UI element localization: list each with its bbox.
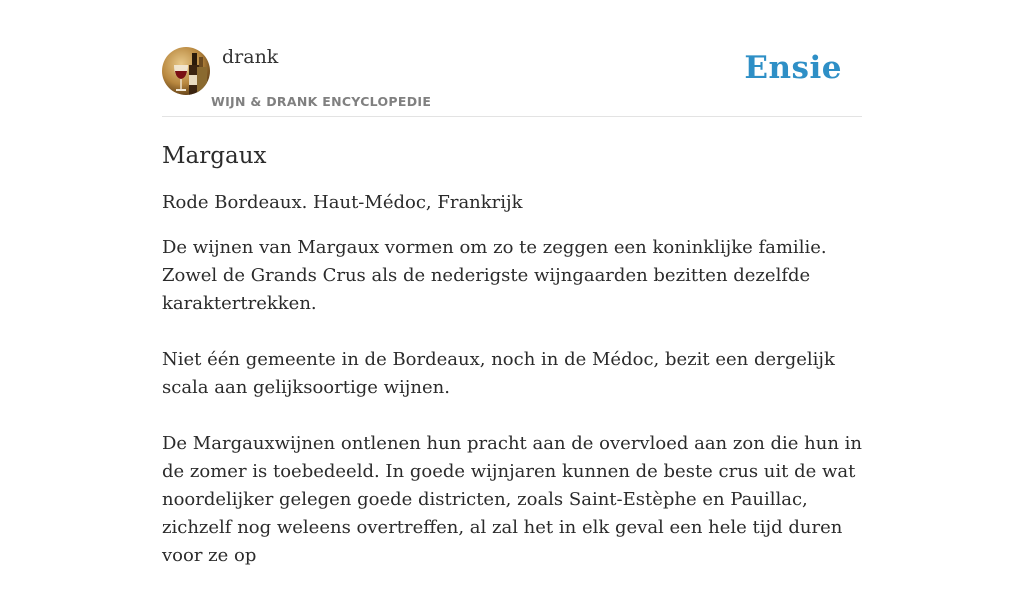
wine-bottles-icon[interactable]	[162, 47, 210, 95]
paragraph: De Margauxwijnen ontlenen hun pracht aan de overvloed aan zon die hun in de zomer is toebedeeld. In goede wijnjaren kunnen de beste crus uit de wat noordelijker gelegen goede districten, zoals Saint-Estèphe en Pauillac, zichzelf nog weleens overtreffen, al zal het in elk geval een hele tijd duren voor ze op	[162, 433, 863, 566]
ensie-logo[interactable]: Ensie	[744, 50, 842, 86]
article-subtitle: Rode Bordeaux. Haut-Médoc, Frankrijk	[162, 192, 523, 213]
site-tagline: WIJN & DRANK ENCYCLOPEDIE	[211, 94, 432, 109]
site-name[interactable]: drank	[222, 46, 279, 68]
paragraph: De wijnen van Margaux vormen om zo te zeggen een koninklijke familie. Zowel de Grands Crus als de nederigste wijngaarden bezitten dezelfde karaktertrekken.	[162, 237, 827, 314]
paragraph: Niet één gemeente in de Bordeaux, noch in de Médoc, bezit een dergelijk scala aan gelijksoortige wijnen.	[162, 349, 835, 398]
header	[162, 0, 862, 117]
page-title: Margaux	[162, 143, 267, 169]
article-body	[162, 234, 862, 570]
page-container	[162, 0, 862, 598]
